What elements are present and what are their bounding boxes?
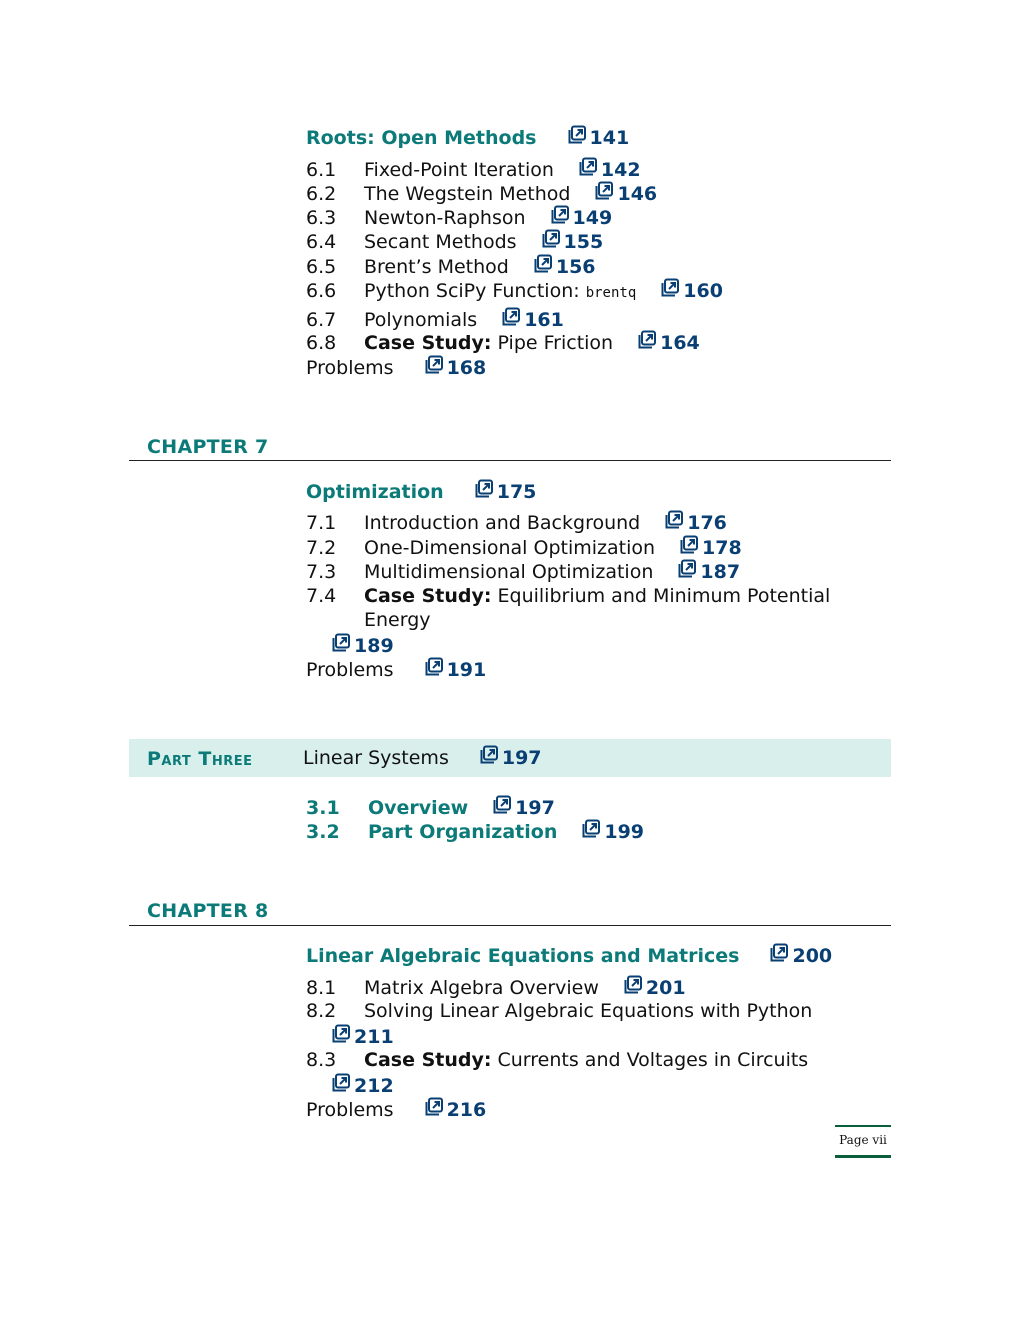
toc-entry [306,205,612,230]
toc-entry [306,307,564,332]
code-function-name: brentq [585,285,637,301]
toc-entry [306,157,641,182]
section-number: 7.3 [306,561,337,583]
page-link[interactable] [533,254,596,279]
external-link-icon [492,795,512,815]
toc-entry [306,999,812,1023]
external-link-icon [331,1024,351,1044]
external-link-icon [581,819,601,839]
section-number: 7.2 [306,537,337,559]
section-number: 6.6 [306,280,337,302]
section-title: One-Dimensional Optimization [364,537,656,559]
chapter-8-title-row [306,943,832,967]
page-link[interactable] [492,795,555,820]
section-number: 6.2 [306,183,337,205]
section-number: 3.2 [306,821,340,843]
page-number: 197 [501,747,542,769]
section-title: Secant Methods [364,231,517,253]
section-number: 6.3 [306,207,337,229]
page-link[interactable] [501,307,564,332]
page-link[interactable] [479,745,542,769]
page-link[interactable] [664,510,727,535]
toc-entry-page-row [331,1073,394,1098]
page-number: 191 [446,659,487,681]
external-link-icon [769,943,789,963]
toc-entry [306,330,700,355]
toc-entry [306,819,644,844]
section-number: 7.4 [306,585,337,607]
toc-entry [306,535,742,560]
page-number: 212 [354,1075,394,1097]
external-link-icon [331,633,351,653]
section-number: 8.3 [306,1049,337,1071]
external-link-icon [541,229,561,249]
section-title: Part Organization [368,821,558,843]
page-link[interactable] [474,479,537,503]
page-link[interactable] [331,1024,394,1049]
chapter-heading: CHAPTER 8 [147,900,269,922]
page-number: 216 [446,1099,487,1121]
page-number: 201 [645,977,686,999]
section-title: Overview [368,797,469,819]
section-number: 8.1 [306,977,337,999]
page-link[interactable] [679,535,742,560]
page-number: 164 [660,332,700,354]
chapter-6-title-row [306,125,629,149]
page-link[interactable] [541,229,604,254]
toc-entry [306,181,657,206]
page-number: 199 [604,821,645,843]
section-title: Currents and Voltages in Circuits [497,1049,809,1071]
toc-entry [306,559,740,584]
page-link[interactable] [331,633,394,658]
page-number: 142 [600,159,641,181]
toc-entry [306,254,596,279]
page-number: 141 [589,127,630,149]
chapter-title: Optimization [306,481,444,503]
page-number: 146 [617,183,658,205]
page-link[interactable] [567,125,630,149]
section-title: Solving Linear Algebraic Equations with Python [364,1000,813,1022]
page-number: 211 [354,1026,394,1048]
chapter-divider [129,460,891,461]
problems-label: Problems [306,357,394,379]
section-title: Newton-Raphson [364,207,526,229]
page-link[interactable] [594,181,657,206]
section-title: Matrix Algebra Overview [364,977,599,999]
chapter-title: Roots: Open Methods [306,127,537,149]
part-title-row [303,745,542,769]
chapter-divider [129,925,891,926]
section-number: 6.1 [306,159,337,181]
external-link-icon [501,307,521,327]
page-number: 156 [555,256,596,278]
problems-label: Problems [306,1099,394,1121]
page-number: 149 [572,207,613,229]
external-link-icon [533,254,553,274]
external-link-icon [677,559,697,579]
page-link[interactable] [424,355,487,380]
case-study-label: Case Study: [364,585,492,607]
external-link-icon [637,330,657,350]
part-label: Part Three [147,748,253,770]
toc-entry [306,510,727,535]
external-link-icon [660,278,680,298]
section-number: 6.4 [306,231,337,253]
page-number: 155 [563,231,604,253]
toc-entry-page-row [331,1024,394,1049]
section-title: Introduction and Background [364,512,641,534]
external-link-icon [479,745,499,765]
page-link[interactable] [424,1097,487,1122]
section-number: 3.1 [306,797,340,819]
page-link[interactable] [331,1073,394,1098]
section-title: Fixed-Point Iteration [364,159,554,181]
section-number: 7.1 [306,512,337,534]
page-link[interactable] [677,559,740,584]
page-number: 187 [700,561,741,583]
toc-entry-page-row [331,633,394,658]
chapter-title: Linear Algebraic Equations and Matrices [306,945,740,967]
chapter-heading: CHAPTER 7 [147,436,269,458]
external-link-icon [567,125,587,145]
page-link[interactable] [769,943,832,967]
section-title: Polynomials [364,309,478,331]
section-number: 6.5 [306,256,337,278]
section-number: 6.8 [306,332,337,354]
toc-entry-continuation: Energy [364,609,431,631]
case-study-label: Case Study: [364,332,492,354]
external-link-icon [578,157,598,177]
section-number: 8.2 [306,1000,337,1022]
toc-entry [306,229,603,254]
part-title: Linear Systems [303,747,449,769]
page-link[interactable] [660,278,723,303]
toc-entry [306,1048,808,1072]
page-number: 197 [515,797,555,819]
external-link-icon [424,355,444,375]
problems-entry [306,355,486,380]
page-link[interactable] [637,330,700,355]
page-link[interactable] [623,975,686,1000]
page-link[interactable] [578,157,641,182]
toc-entry [306,975,686,1000]
problems-entry [306,1097,486,1122]
external-link-icon [623,975,643,995]
section-title: The Wegstein Method [364,183,571,205]
case-study-label: Case Study: [364,1049,492,1071]
section-title: Python SciPy Function: [364,280,580,302]
external-link-icon [424,1097,444,1117]
page-number: 160 [683,280,723,302]
chapter-7-title-row [306,479,536,503]
page-number: 189 [354,635,394,657]
problems-entry [306,657,486,682]
page-number: 176 [687,512,727,534]
page-number: 161 [524,309,564,331]
section-number: 6.7 [306,309,337,331]
external-link-icon [679,535,699,555]
page-number: 175 [496,481,537,503]
page-link[interactable] [581,819,644,844]
external-link-icon [474,479,494,499]
toc-entry [306,584,830,608]
page-link[interactable] [424,657,487,682]
external-link-icon [664,510,684,530]
page-number: 168 [446,357,487,379]
page-link[interactable] [550,205,613,230]
external-link-icon [594,181,614,201]
section-title: Equilibrium and Minimum Potential [497,585,831,607]
external-link-icon [550,205,570,225]
page-number-footer: Page vii [835,1125,891,1158]
toc-entry [306,278,723,305]
page-number: 178 [702,537,742,559]
page-number: 200 [792,945,833,967]
section-title: Brent’s Method [364,256,509,278]
external-link-icon [424,657,444,677]
external-link-icon [331,1073,351,1093]
problems-label: Problems [306,659,394,681]
section-title: Multidimensional Optimization [364,561,654,583]
toc-entry [306,795,555,820]
section-title: Pipe Friction [497,332,614,354]
